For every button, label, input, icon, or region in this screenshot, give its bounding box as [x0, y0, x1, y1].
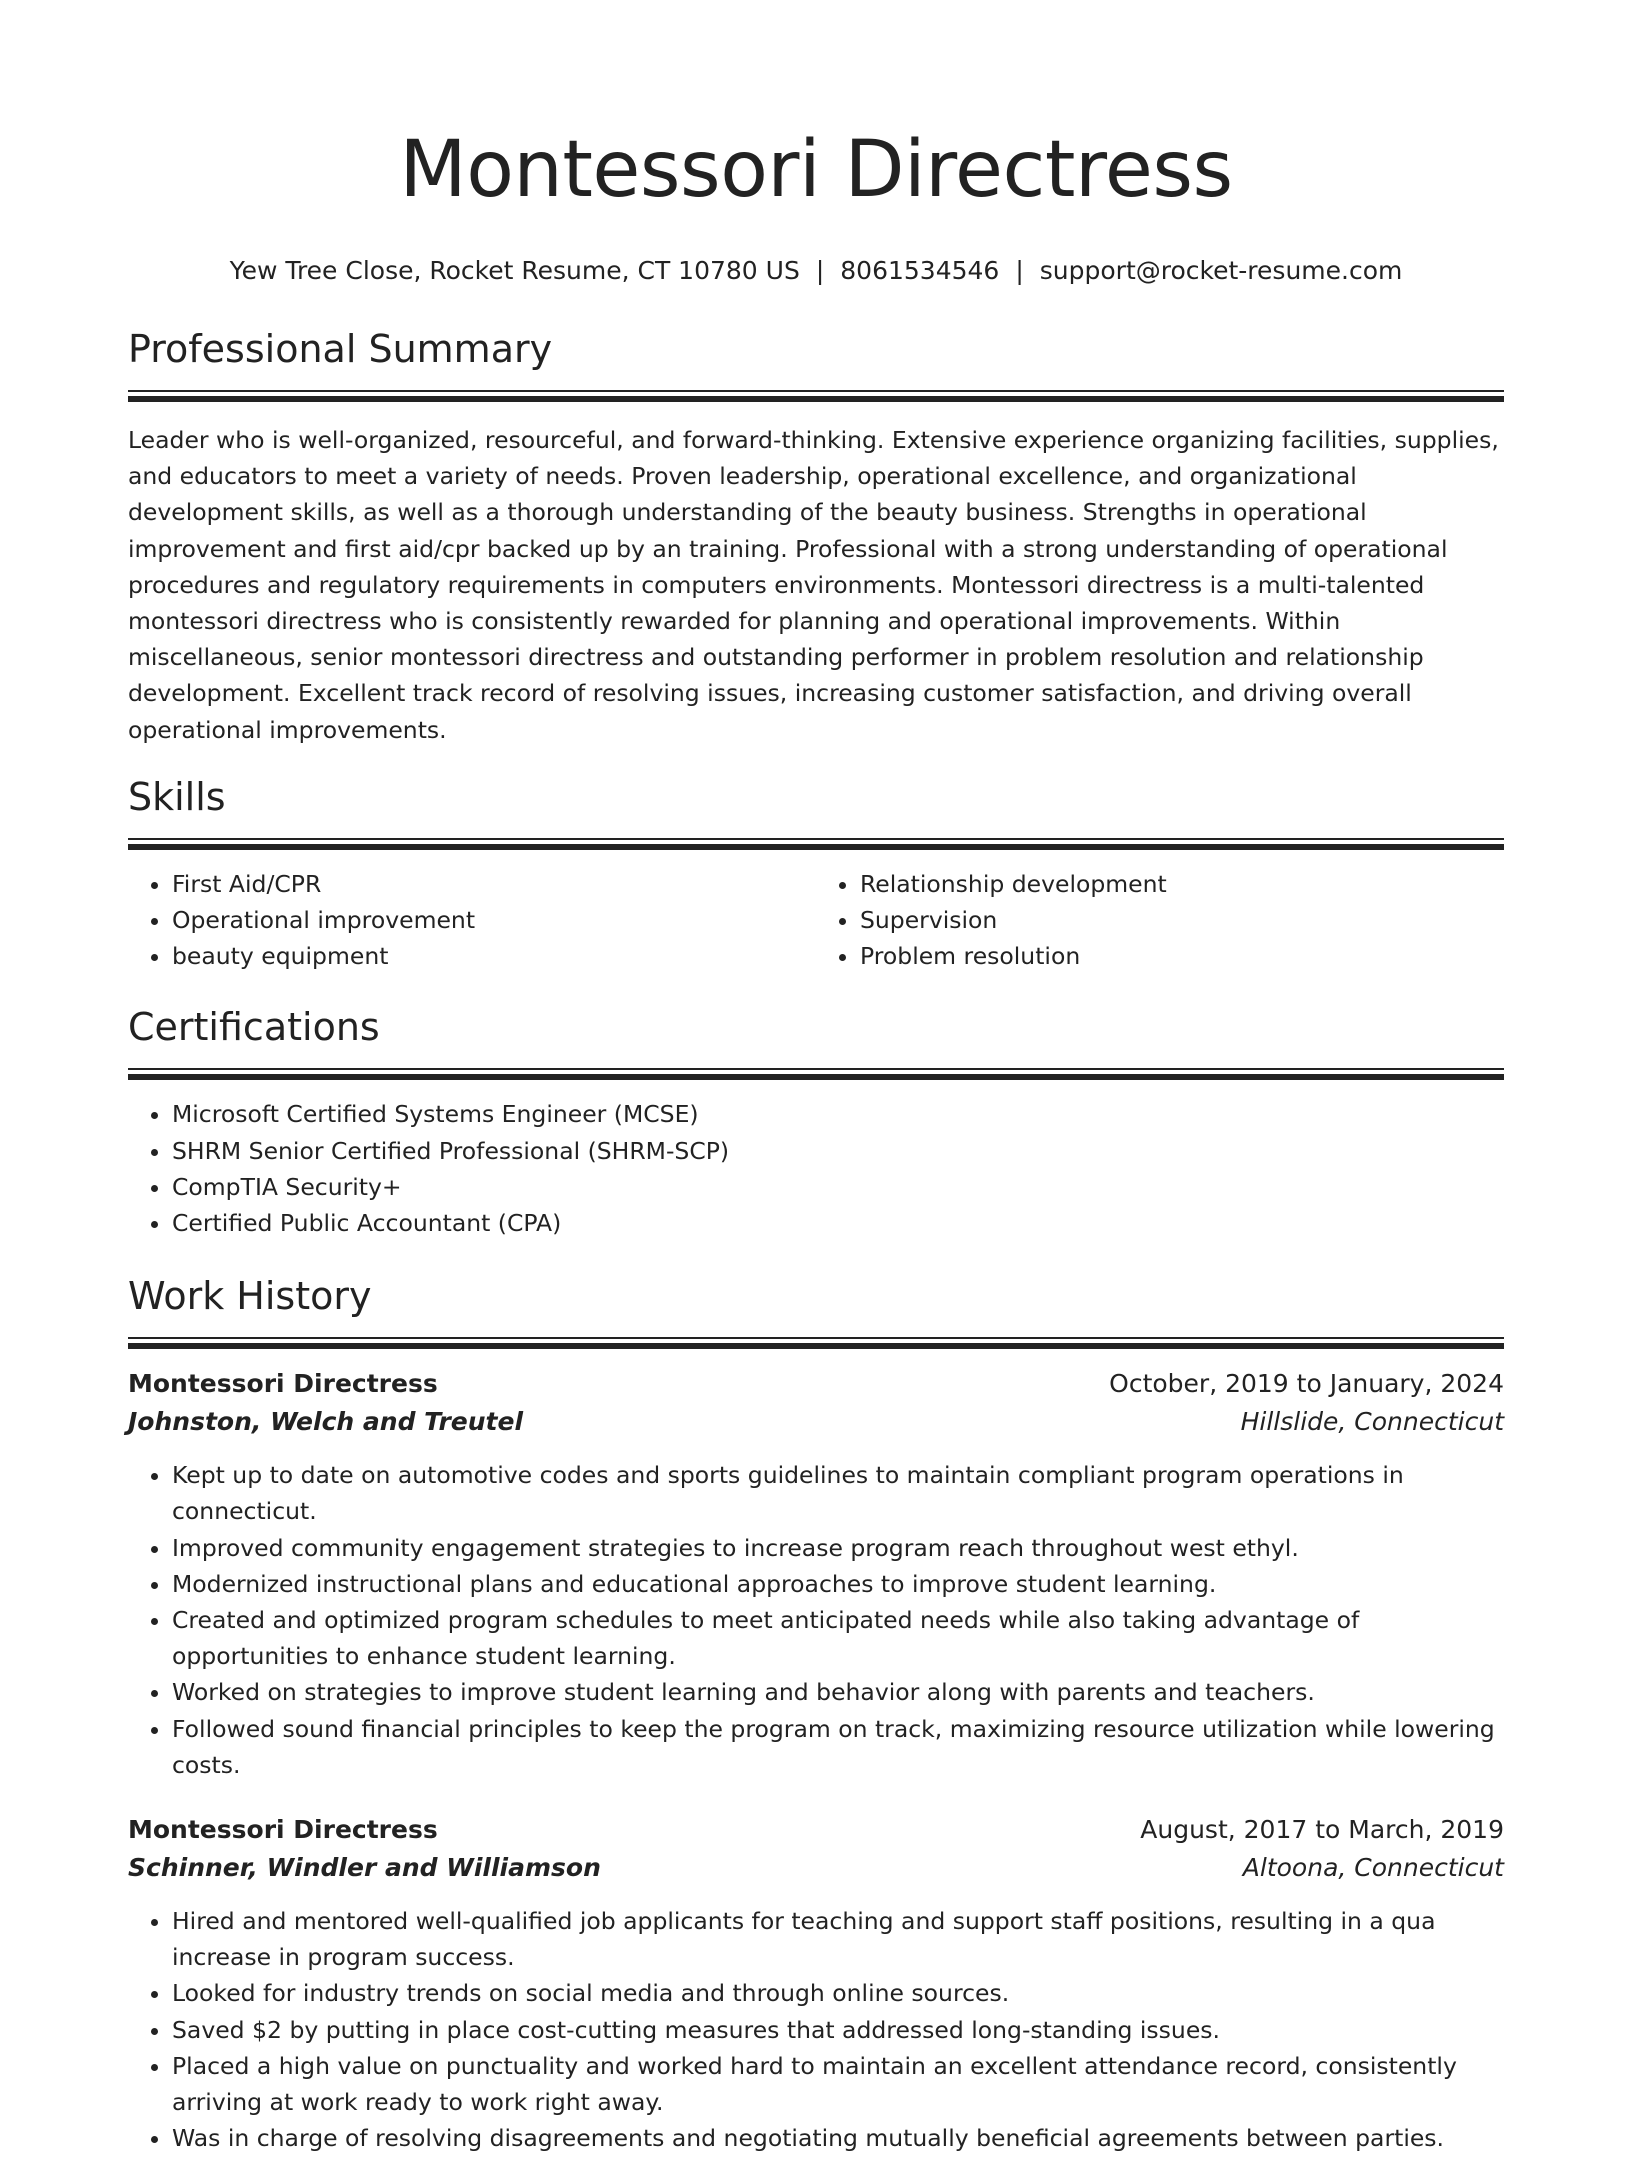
job-entry	[128, 1365, 1504, 1783]
certification-item: • CompTIA Security+	[172, 1169, 1504, 1205]
skills-column-left	[128, 866, 816, 975]
job-company: Johnston, Welch and Treutel	[128, 1407, 524, 1437]
job-bullet: • Saved $2 by putting in place cost-cutting measures that addressed long-standing issues.	[172, 2012, 1504, 2048]
job-dates: October, 2019 to January, 2024	[1109, 1369, 1504, 1399]
certifications-section	[128, 1002, 1504, 1241]
job-bullet: • Kept up to date on automotive codes and sports guidelines to maintain compliant program operations in connecticut.	[172, 1457, 1504, 1529]
job-bullet: • Improved community engagement strategies to increase program reach throughout west ethyl.	[172, 1530, 1504, 1566]
section-divider	[128, 390, 1504, 402]
skill-item: • Problem resolution	[860, 938, 1504, 974]
contact-separator: |	[815, 256, 825, 285]
certification-item: • SHRM Senior Certified Professional (SHRM-SCP)	[172, 1133, 1504, 1169]
job-subheader-row	[128, 1403, 1504, 1441]
certifications-list	[128, 1096, 1504, 1241]
job-bullet: • Looked for industry trends on social media and through online sources.	[172, 1975, 1504, 2011]
job-entry	[128, 1811, 1504, 2156]
contact-email: support@rocket-resume.com	[1039, 256, 1403, 285]
job-bullet: • Modernized instructional plans and educational approaches to improve student learning.	[172, 1566, 1504, 1602]
work-history-section	[128, 1271, 1504, 2156]
skills-section	[128, 772, 1504, 975]
skill-item: • Operational improvement	[172, 902, 816, 938]
job-bullet: • Was in charge of resolving disagreements and negotiating mutually beneficial agreements between parties.	[172, 2120, 1504, 2156]
section-divider	[128, 838, 1504, 850]
job-bullet-list	[128, 1903, 1504, 2156]
job-bullet: • Hired and mentored well-qualified job applicants for teaching and support staff positions, resulting in a qua increase in program success.	[172, 1903, 1504, 1975]
skill-item: • beauty equipment	[172, 938, 816, 974]
job-header-row	[128, 1365, 1504, 1403]
skill-item: • Supervision	[860, 902, 1504, 938]
job-location: Altoona, Connecticut	[1242, 1853, 1504, 1883]
summary-text: Leader who is well-organized, resourceful, and forward-thinking. Extensive experience organizing facilities, supplies, and educators to meet a variety of needs. Proven leadership, operational excellence, and organizational development skills, as well as a thorough understanding of the beauty business. Strengths in operational improvement and first aid/cpr backed up by an training. Professional with a strong understanding of operational procedures and regulatory requirements in computers environments. Montessori directress is a multi-talented montessori directress who is consistently rewarded for planning and operational improvements. Within miscellaneous, senior montessori directress and outstanding performer in problem resolution and relationship development. Excellent track record of resolving issues, increasing customer satisfaction, and driving overall operational improvements.	[128, 426, 1499, 744]
skills-column-right	[816, 866, 1504, 975]
job-bullet: • Placed a high value on punctuality and worked hard to maintain an excellent attendance record, consistently arriving at work ready to work right away.	[172, 2048, 1504, 2120]
skills-list	[128, 866, 1504, 975]
job-bullet: • Created and optimized program schedules to meet anticipated needs while also taking advantage of opportunities to enhance student learning.	[172, 1602, 1504, 1674]
section-title-summary: Professional Summary	[128, 327, 553, 371]
section-divider	[128, 1337, 1504, 1349]
contact-phone: 8061534546	[840, 256, 1000, 285]
job-company: Schinner, Windler and Williamson	[128, 1853, 601, 1883]
contact-line	[128, 254, 1504, 288]
job-dates: August, 2017 to March, 2019	[1140, 1815, 1504, 1845]
job-bullet-list	[128, 1457, 1504, 1783]
job-header-row	[128, 1811, 1504, 1849]
job-bullet: • Followed sound financial principles to keep the program on track, maximizing resource utilization while lowering costs.	[172, 1711, 1504, 1783]
job-bullet: • Worked on strategies to improve student learning and behavior along with parents and teachers.	[172, 1674, 1504, 1710]
section-divider	[128, 1068, 1504, 1080]
skill-item: • Relationship development	[860, 866, 1504, 902]
certification-item: • Certified Public Accountant (CPA)	[172, 1205, 1504, 1241]
job-title: Montessori Directress	[128, 1815, 438, 1845]
section-title-certifications: Certifications	[128, 1005, 380, 1050]
job-location: Hillslide, Connecticut	[1240, 1407, 1504, 1437]
resume-name: Montessori Directress	[399, 125, 1233, 215]
job-subheader-row	[128, 1849, 1504, 1887]
section-title-work-history: Work History	[128, 1274, 372, 1319]
summary-section	[128, 324, 1504, 748]
job-title: Montessori Directress	[128, 1369, 438, 1399]
section-title-skills: Skills	[128, 774, 226, 819]
certification-item: • Microsoft Certified Systems Engineer (MCSE)	[172, 1096, 1504, 1132]
skill-item: • First Aid/CPR	[172, 866, 816, 902]
contact-address: Yew Tree Close, Rocket Resume, CT 10780 US	[229, 256, 800, 285]
contact-separator: |	[1015, 256, 1024, 285]
